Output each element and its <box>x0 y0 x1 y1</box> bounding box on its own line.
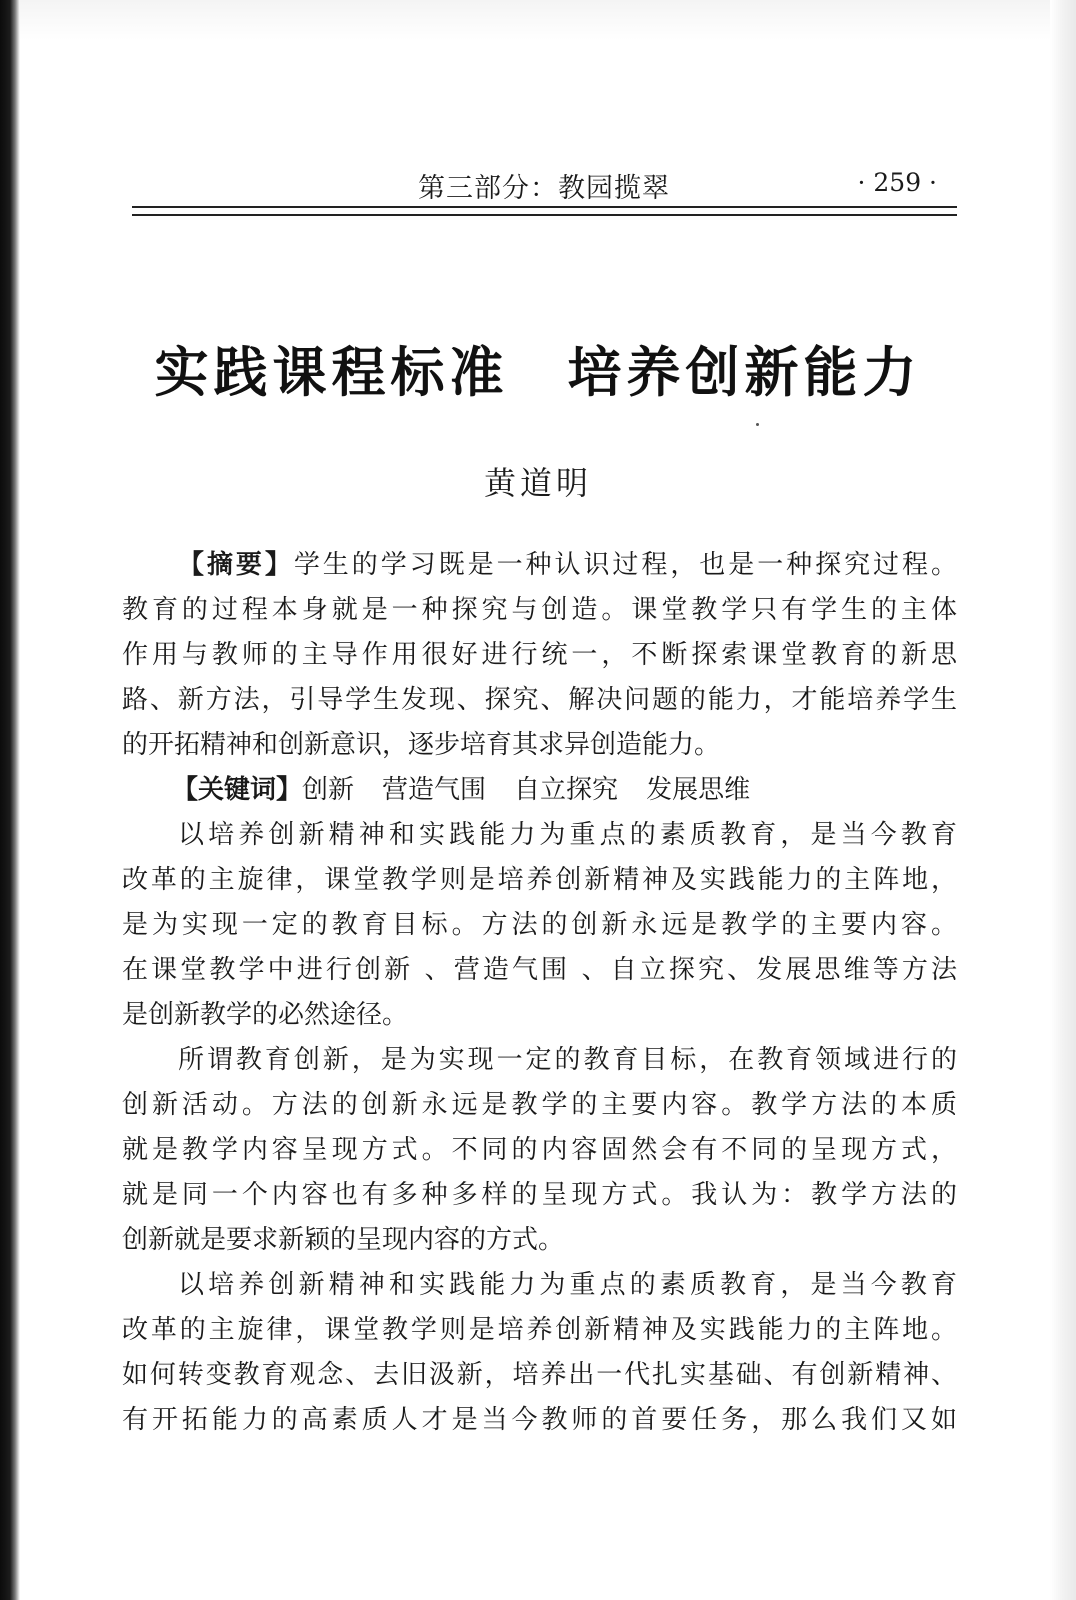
keyword: 自立探究 <box>514 775 619 805</box>
paragraph-line: 就是同一个内容也有多种多样的呈现方式。我认为：教学方法的 <box>122 1180 957 1210</box>
keywords-line <box>172 770 750 810</box>
paragraph-line: 改革的主旋律，课堂教学则是培养创新精神及实践能力的主阵地。 <box>122 1315 957 1345</box>
paragraph-line: 创新活动。方法的创新永远是教学的主要内容。教学方法的本质 <box>122 1090 957 1120</box>
keyword: 营造气围 <box>382 775 487 805</box>
paragraph-line: 就是教学内容呈现方式。不同的内容固然会有不同的呈现方式， <box>122 1135 957 1165</box>
abstract-line: 的开拓精神和创新意识，逐步培育其求异创造能力。 <box>122 730 721 760</box>
keyword: 创新 <box>302 775 355 805</box>
keyword: 发展思维 <box>646 775 751 805</box>
paragraph-line: 以培养创新精神和实践能力为重点的素质教育，是当今教育 <box>178 1270 957 1300</box>
paragraph-line: 所谓教育创新，是为实现一定的教育目标，在教育领域进行的 <box>178 1045 957 1075</box>
paragraph-line: 是创新教学的必然途径。 <box>122 1000 409 1030</box>
paragraph-line: 以培养创新精神和实践能力为重点的素质教育，是当今教育 <box>178 820 957 850</box>
paragraph-line: 如何转变教育观念、去旧汲新，培养出一代扎实基础、有创新精神、 <box>122 1360 957 1390</box>
abstract-text: 学生的学习既是一种认识过程，也是一种探究过程。 <box>293 550 957 580</box>
abstract-label: 【摘要】 <box>178 550 294 580</box>
article-author: 黄道明 <box>483 464 592 502</box>
running-head <box>132 166 957 206</box>
page-number: · 259 · <box>857 168 937 197</box>
paragraph-line: 改革的主旋律，课堂教学则是培养创新精神及实践能力的主阵地， <box>122 865 957 895</box>
paragraph-line: 是为实现一定的教育目标。方法的创新永远是教学的主要内容。 <box>122 910 957 940</box>
abstract-line: 作用与教师的主导作用很好进行统一，不断探索课堂教育的新思 <box>122 640 957 670</box>
abstract-line <box>178 545 957 585</box>
scan-speck <box>756 423 759 426</box>
abstract-line: 教育的过程本身就是一种探究与创造。课堂教学只有学生的主体 <box>122 595 957 625</box>
section-name: 第三部分：教园揽翠 <box>418 173 670 204</box>
paragraph-line: 创新就是要求新颖的呈现内容的方式。 <box>122 1225 565 1255</box>
keywords-label: 【关键词】 <box>172 775 303 805</box>
paragraph-line: 有开拓能力的高素质人才是当今教师的首要任务，那么我们又如 <box>122 1405 957 1435</box>
article-title: 实践课程标准 培养创新能力 <box>154 341 922 404</box>
abstract-line: 路、新方法，引导学生发现、探究、解决问题的能力，才能培养学生 <box>122 685 957 715</box>
double-rule-divider <box>132 206 957 216</box>
paragraph-line: 在课堂教学中进行创新 、营造气围 、自立探究、发展思维等方法 <box>122 955 957 985</box>
